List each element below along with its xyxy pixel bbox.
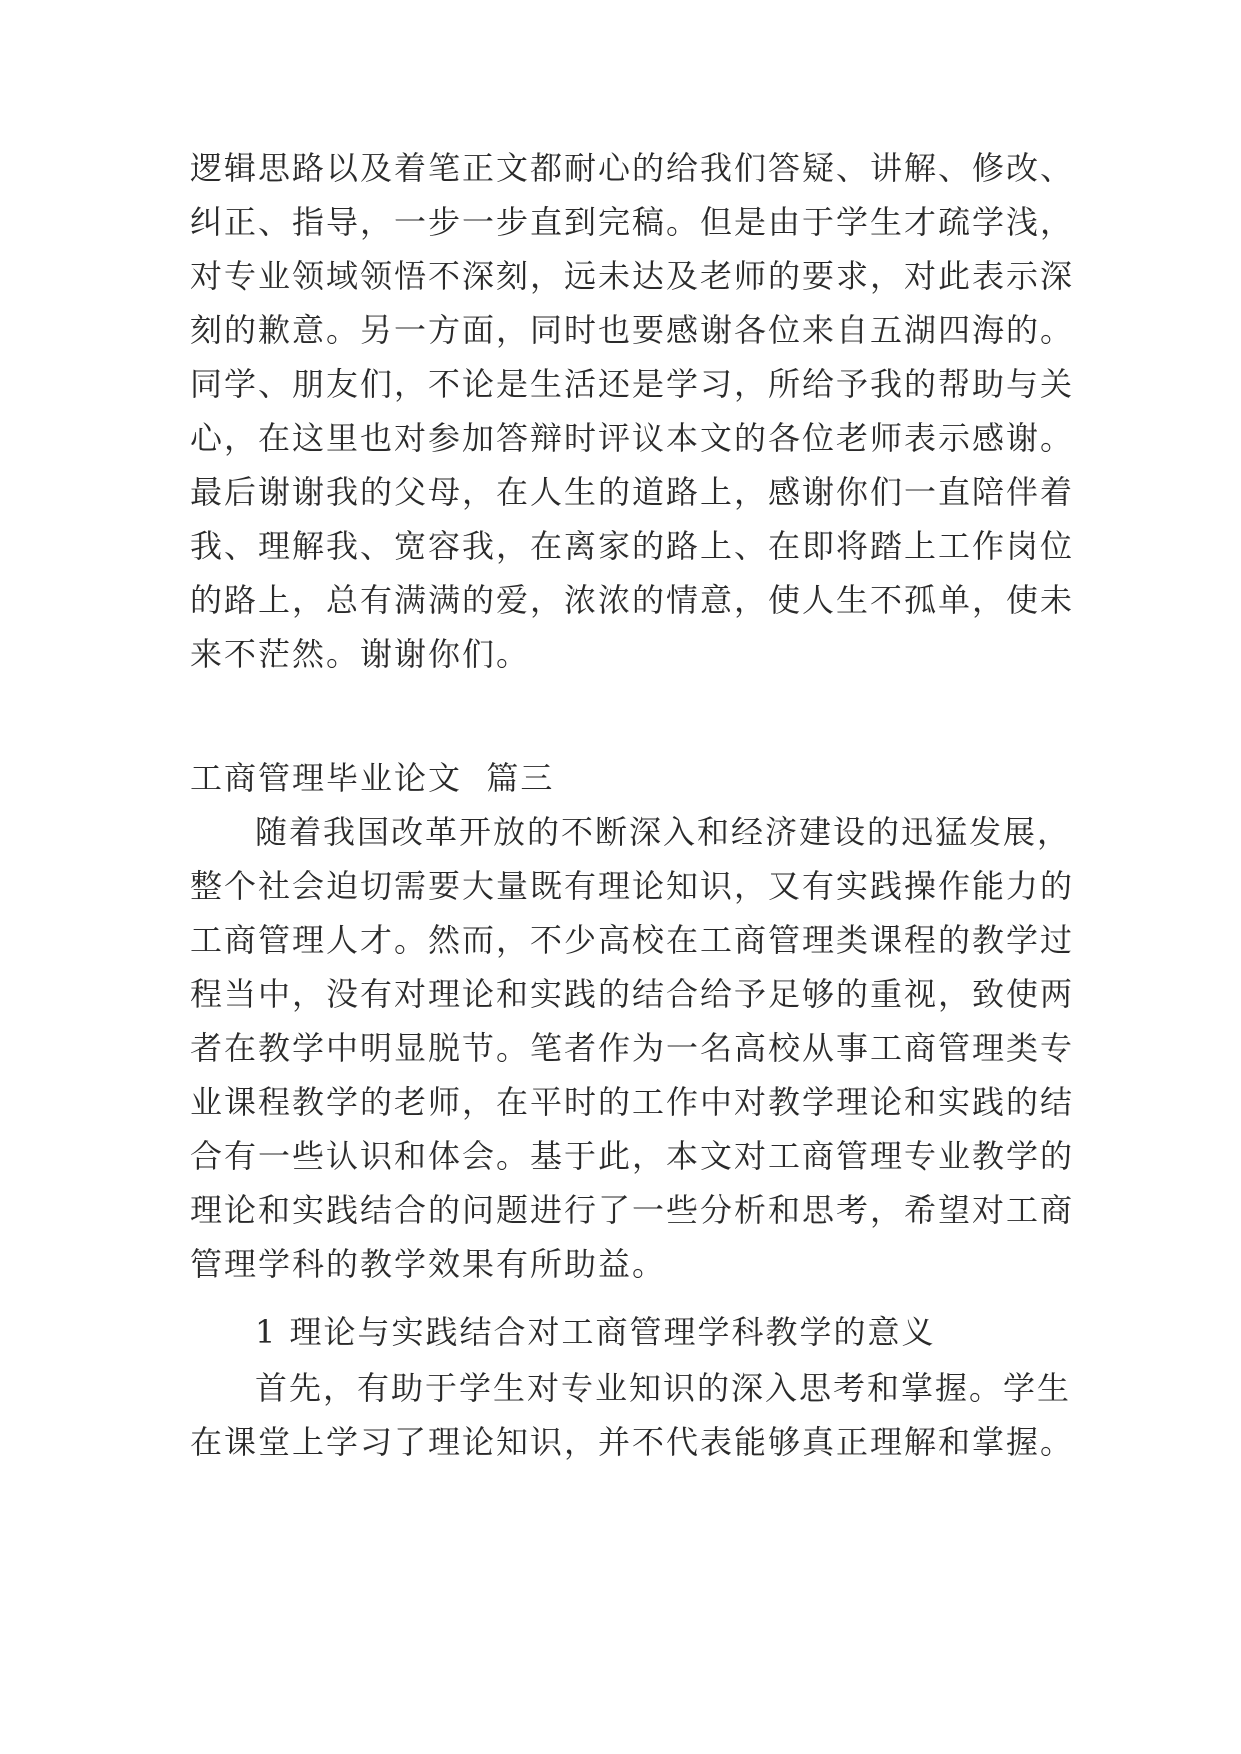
paragraph-line: 纠正、指导，一步一步直到完稿。但是由于学生才疏学浅， [190, 203, 1075, 241]
paragraph-line: 刻的歉意。另一方面，同时也要感谢各位来自五湖四海的。 [190, 311, 1075, 349]
paragraph-line: 整个社会迫切需要大量既有理论知识，又有实践操作能力的 [190, 867, 1075, 905]
paragraph-line: 随着我国改革开放的不断深入和经济建设的迅猛发展， [255, 813, 1072, 851]
paragraph-line: 合有一些认识和体会。基于此，本文对工商管理专业教学的 [190, 1137, 1075, 1175]
paragraph-line: 我、理解我、宽容我，在离家的路上、在即将踏上工作岗位 [190, 527, 1075, 565]
section-title: 工商管理毕业论文 篇三 [190, 759, 555, 797]
paragraph-line: 逻辑思路以及着笔正文都耐心的给我们答疑、讲解、修改、 [190, 149, 1075, 187]
paragraph-line: 程当中，没有对理论和实践的结合给予足够的重视，致使两 [190, 975, 1075, 1013]
paragraph-line: 管理学科的教学效果有所助益。 [190, 1245, 667, 1283]
paragraph-line: 理论和实践结合的问题进行了一些分析和思考，希望对工商 [190, 1191, 1075, 1229]
paragraph-line: 工商管理人才。然而，不少高校在工商管理类课程的教学过 [190, 921, 1075, 959]
subheading: 1 理论与实践结合对工商管理学科教学的意义 [255, 1313, 936, 1351]
paragraph-line: 同学、朋友们，不论是生活还是学习，所给予我的帮助与关 [190, 365, 1075, 403]
paragraph-line: 者在教学中明显脱节。笔者作为一名高校从事工商管理类专 [190, 1029, 1075, 1067]
paragraph-line: 首先，有助于学生对专业知识的深入思考和掌握。学生 [255, 1369, 1072, 1407]
paragraph-line: 在课堂上学习了理论知识，并不代表能够真正理解和掌握。 [190, 1423, 1075, 1461]
paragraph-line: 最后谢谢我的父母，在人生的道路上，感谢你们一直陪伴着 [190, 473, 1075, 511]
paragraph-line: 业课程教学的老师，在平时的工作中对教学理论和实践的结 [190, 1083, 1075, 1121]
paragraph-line: 来不茫然。谢谢你们。 [190, 635, 531, 673]
paragraph-line: 的路上，总有满满的爱，浓浓的情意，使人生不孤单，使未 [190, 581, 1075, 619]
paragraph-line: 心，在这里也对参加答辩时评议本文的各位老师表示感谢。 [190, 419, 1075, 457]
paragraph-line: 对专业领域领悟不深刻，远未达及老师的要求，对此表示深 [190, 257, 1075, 295]
